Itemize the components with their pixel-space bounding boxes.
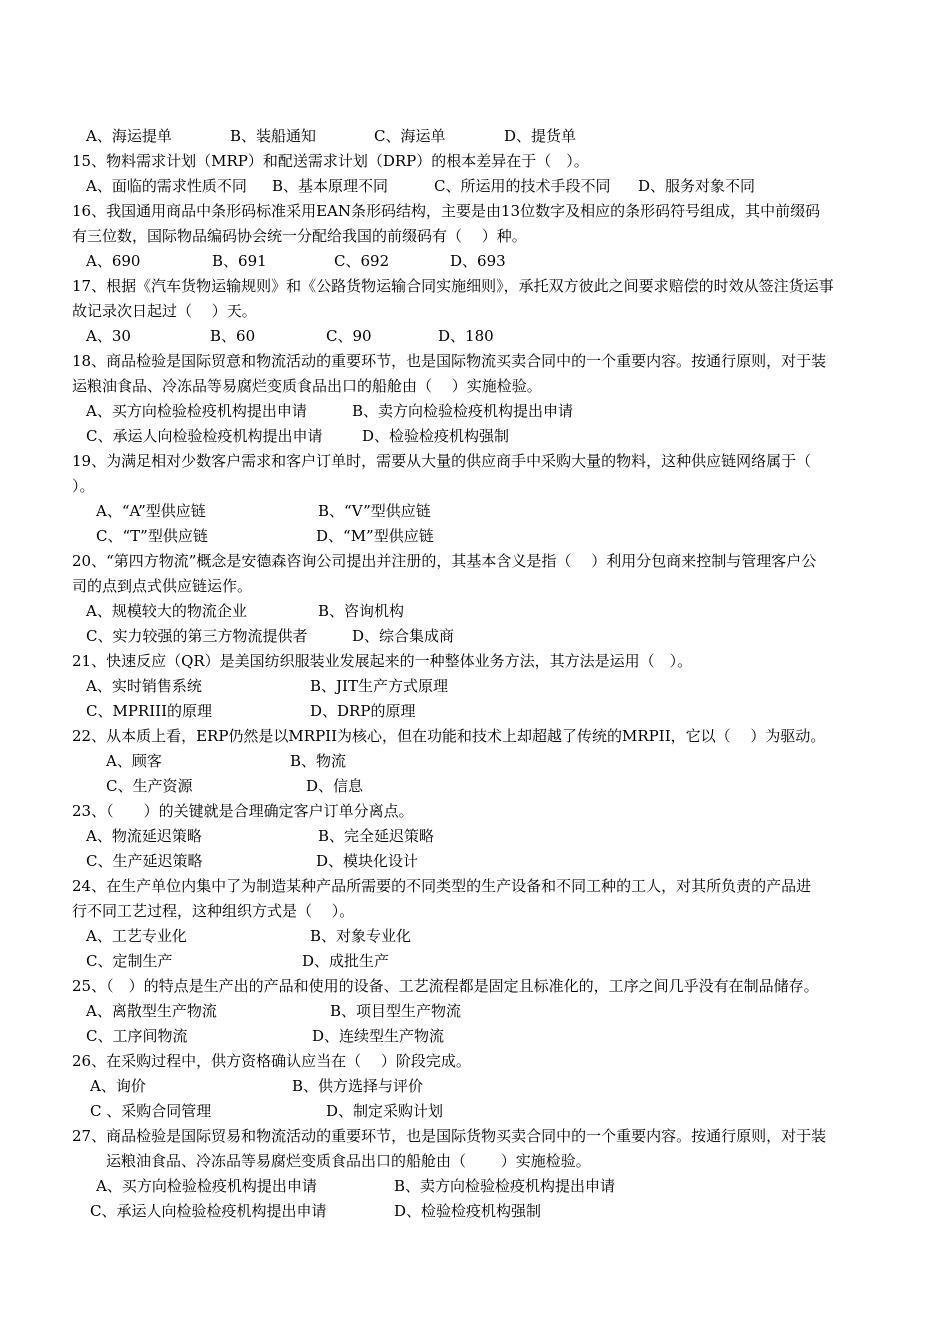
- options-line: [72, 949, 890, 974]
- answer-option: A、买方向检验检疫机构提出申请: [96, 1177, 317, 1195]
- options-line: [72, 824, 890, 849]
- options-line: [72, 174, 890, 199]
- answer-option: B、完全延迟策略: [318, 827, 435, 845]
- question-line: 26、在采购过程中，供方资格确认应当在（ ）阶段完成。: [72, 1052, 471, 1070]
- answer-option: D、服务对象不同: [638, 177, 756, 195]
- answer-option: B、供方选择与评价: [292, 1077, 424, 1095]
- options-line: [72, 249, 890, 274]
- options-line: [72, 599, 890, 624]
- answer-option: B、60: [210, 327, 256, 345]
- answer-option: D、连续型生产物流: [312, 1027, 445, 1045]
- question-line: 22、从本质上看，ERP仍然是以MRPII为核心，但在功能和技术上却超越了传统的MRPII，它以（ ）为驱动。: [72, 727, 826, 745]
- answer-option: B、装船通知: [230, 127, 317, 145]
- answer-option: B、JIT生产方式原理: [310, 677, 448, 695]
- options-line: [72, 749, 890, 774]
- answer-option: D、“M”型供应链: [316, 527, 434, 545]
- answer-option: B、物流: [290, 752, 347, 770]
- question-line: 18、商品检验是国际贸意和物流活动的重要环节，也是国际物流买卖合同中的一个重要内容。按通行原则，对于装: [72, 352, 827, 370]
- options-line: [72, 674, 890, 699]
- question-line: 19、为满足相对少数客户需求和客户订单时，需要从大量的供应商手中采购大量的物料，这种供应链网络属于（: [72, 452, 812, 470]
- answer-option: C、90: [326, 327, 372, 345]
- answer-option: A、询价: [90, 1077, 146, 1095]
- answer-option: A、690: [86, 252, 141, 270]
- question-line: 27、商品检验是国际贸易和物流活动的重要环节，也是国际货物买卖合同中的一个重要内容。按通行原则，对于装: [72, 1127, 827, 1145]
- answer-option: C、MPRIII的原理: [86, 702, 212, 720]
- question-line: 17、根据《汽车货物运输规则》和《公路货物运输合同实施细则》，承托双方彼此之间要求赔偿的时效从签注货运事: [72, 277, 834, 295]
- question-line: 故记录次日起过（ ）天。: [72, 302, 257, 320]
- options-line: [72, 699, 890, 724]
- options-line: [72, 1099, 890, 1124]
- answer-option: A、面临的需求性质不同: [86, 177, 247, 195]
- options-line: [72, 924, 890, 949]
- options-line: [72, 624, 890, 649]
- options-line: [72, 424, 890, 449]
- answer-option: B、咨询机构: [318, 602, 405, 620]
- answer-option: D、制定采购计划: [326, 1102, 444, 1120]
- answer-option: B、基本原理不同: [272, 177, 389, 195]
- answer-option: C 、采购合同管理: [90, 1102, 212, 1120]
- answer-option: D、180: [438, 327, 494, 345]
- answer-option: B、691: [212, 252, 267, 270]
- answer-option: B、对象专业化: [310, 927, 412, 945]
- answer-option: C、生产延迟策略: [86, 852, 203, 870]
- answer-option: A、海运提单: [86, 127, 172, 145]
- answer-option: C、定制生产: [86, 952, 173, 970]
- answer-option: D、成批生产: [302, 952, 390, 970]
- answer-option: A、规模较大的物流企业: [86, 602, 247, 620]
- answer-option: A、“A”型供应链: [96, 502, 206, 520]
- answer-option: C、承运人向检验检疫机构提出申请: [86, 427, 323, 445]
- options-line: [72, 774, 890, 799]
- question-line: 运粮油食品、冷冻品等易腐烂变质食品出口的船舱由（ ）实施检验。: [106, 1152, 591, 1170]
- options-line: [72, 1174, 890, 1199]
- question-line: 16、我国通用商品中条形码标准采用EAN条形码结构，主要是由13位数字及相应的条形码符号组成，其中前缀码: [72, 202, 821, 220]
- answer-option: A、顾客: [106, 752, 162, 770]
- answer-option: D、提货单: [504, 127, 577, 145]
- options-line: [72, 1199, 890, 1224]
- question-line: 15、物料需求计划（MRP）和配送需求计划（DRP）的根本差异在于（ ）。: [72, 152, 589, 170]
- question-line: 运粮油食品、冷冻品等易腐烂变质食品出口的船舱由（ ）实施检验。: [72, 377, 542, 395]
- answer-option: B、“V”型供应链: [318, 502, 431, 520]
- question-line: 21、快速反应（QR）是美国纺织服装业发展起来的一种整体业务方法，其方法是运用（ ）。: [72, 652, 693, 670]
- answer-option: A、30: [86, 327, 131, 345]
- answer-option: A、实时销售系统: [86, 677, 202, 695]
- answer-option: C、692: [334, 252, 390, 270]
- question-line: 23、（ ）的关键就是合理确定客户订单分离点。: [72, 802, 414, 820]
- answer-option: C、工序间物流: [86, 1027, 188, 1045]
- answer-option: B、卖方向检验检疫机构提出申请: [352, 402, 574, 420]
- options-line: [72, 1024, 890, 1049]
- question-line: 24、在生产单位内集中了为制造某种产品所需要的不同类型的生产设备和不同工种的工人，对其所负责的产品进: [72, 877, 812, 895]
- answer-option: A、买方向检验检疫机构提出申请: [86, 402, 307, 420]
- options-line: [72, 849, 890, 874]
- answer-option: D、信息: [306, 777, 364, 795]
- answer-option: D、检验检疫机构强制: [394, 1202, 542, 1220]
- answer-option: A、离散型生产物流: [86, 1002, 217, 1020]
- options-line: [72, 399, 890, 424]
- question-line: 20、“第四方物流”概念是安德森咨询公司提出并注册的，其基本含义是指（ ）利用分包商来控制与管理客户公: [72, 552, 817, 570]
- answer-option: C、实力较强的第三方物流提供者: [86, 627, 308, 645]
- answer-option: D、检验检疫机构强制: [362, 427, 510, 445]
- options-line: [72, 999, 890, 1024]
- answer-option: C、所运用的技术手段不同: [434, 177, 611, 195]
- answer-option: B、卖方向检验检疫机构提出申请: [394, 1177, 616, 1195]
- options-line: [72, 124, 890, 149]
- answer-option: A、工艺专业化: [86, 927, 187, 945]
- answer-option: C、承运人向检验检疫机构提出申请: [90, 1202, 327, 1220]
- answer-option: D、DRP的原理: [310, 702, 416, 720]
- answer-option: C、“T”型供应链: [96, 527, 208, 545]
- question-line: 行不同工艺过程，这种组织方式是（ ）。: [72, 902, 355, 920]
- question-line: ）。: [72, 477, 95, 495]
- options-line: [72, 499, 890, 524]
- exam-document: [72, 124, 890, 1224]
- options-line: [72, 524, 890, 549]
- answer-option: C、生产资源: [106, 777, 193, 795]
- answer-option: D、693: [450, 252, 506, 270]
- answer-option: D、模块化设计: [316, 852, 419, 870]
- answer-option: A、物流延迟策略: [86, 827, 202, 845]
- answer-option: C、海运单: [374, 127, 446, 145]
- answer-option: B、项目型生产物流: [330, 1002, 462, 1020]
- answer-option: D、综合集成商: [352, 627, 455, 645]
- question-line: 25、（ ）的特点是生产出的产品和使用的设备、工艺流程都是固定且标准化的，工序之间几乎没有在制品储存。: [72, 977, 819, 995]
- question-line: 有三位数，国际物品编码协会统一分配给我国的前缀码有（ ）种。: [72, 227, 527, 245]
- options-line: [72, 1074, 890, 1099]
- question-line: 司的点到点式供应链运作。: [72, 577, 253, 595]
- options-line: [72, 324, 890, 349]
